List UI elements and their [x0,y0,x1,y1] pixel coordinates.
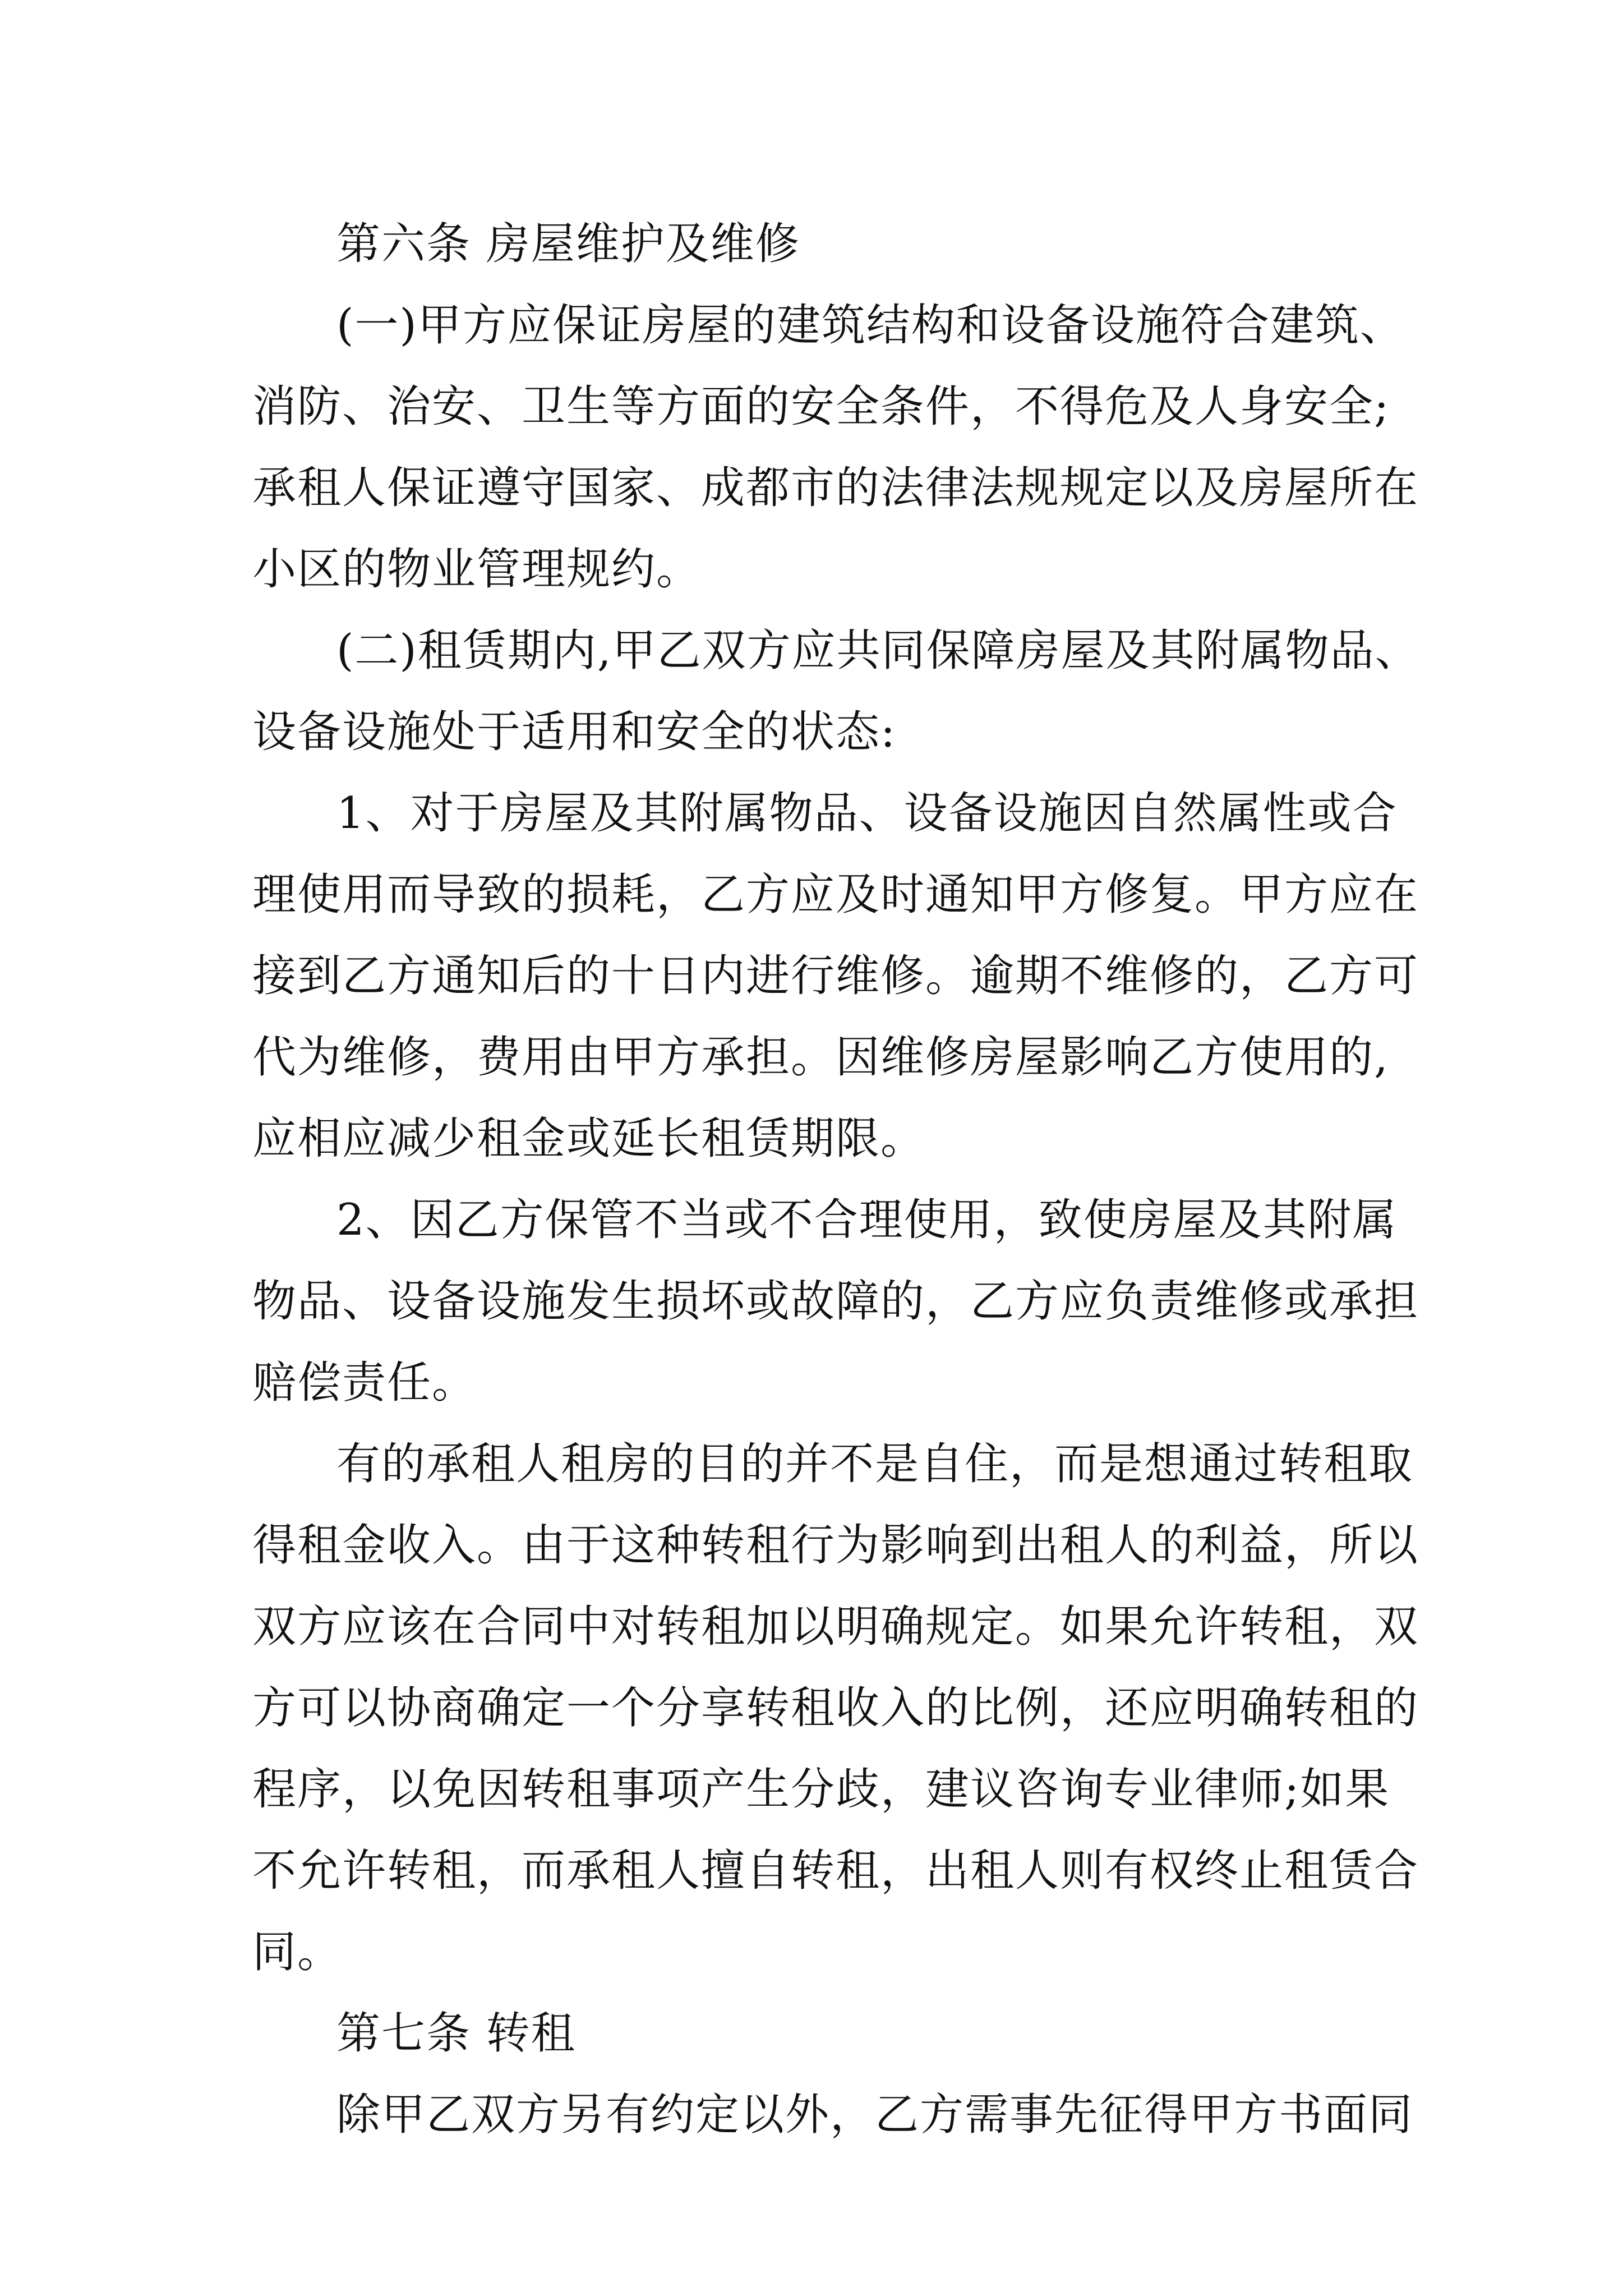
paragraph-line: 物品、设备设施发生损坏或故障的，乙方应负责维修或承担 [252,1276,1419,1327]
paragraph-line: 消防、治安、卫生等方面的安全条件，不得危及人身安全; [252,381,1390,432]
paragraph-line: 赔偿责任。 [252,1358,477,1408]
paragraph-line: 应相应减少租金或延长租赁期限。 [252,1114,926,1164]
paragraph-line: 接到乙方通知后的十日内进行维修。逾期不维修的，乙方可 [252,951,1419,1001]
paragraph-line: 同。 [252,1927,343,1977]
paragraph-line: 得租金收入。由于这种转租行为影响到出租人的利益，所以 [252,1520,1419,1571]
paragraph-line: 方可以协商确定一个分享转租收入的比例，还应明确转租的 [252,1683,1419,1733]
paragraph-line: (二)租赁期内,甲乙双方应共同保障房屋及其附属物品、 [336,625,1420,676]
paragraph-line: 理使用而导致的损耗，乙方应及时通知甲方修复。甲方应在 [252,869,1419,920]
paragraph-line: 有的承租人租房的目的并不是自住，而是想通过转租取 [336,1439,1414,1489]
paragraph-line: 小区的物业管理规约。 [252,544,702,595]
paragraph-line: 代为维修，费用由甲方承担。因维修房屋影响乙方使用的, [252,1032,1389,1083]
paragraph-line: 不允许转租，而承租人擅自转租，出租人则有权终止租赁合 [252,1846,1419,1896]
paragraph-line: (一)甲方应保证房屋的建筑结构和设备设施符合建筑、 [336,300,1405,351]
paragraph-line: 除甲乙双方另有约定以外，乙方需事先征得甲方书面同 [336,2090,1414,2140]
paragraph-line: 双方应该在合同中对转租加以明确规定。如果允许转租，双 [252,1602,1419,1652]
article-heading: 第七条 转租 [336,2008,576,2059]
paragraph-line: 设备设施处于适用和安全的状态: [252,707,897,757]
paragraph-line: 2、因乙方保管不当或不合理使用，致使房屋及其附属 [336,1195,1398,1245]
paragraph-line: 承租人保证遵守国家、成都市的法律法规规定以及房屋所在 [252,463,1419,513]
article-heading: 第六条 房屋维护及维修 [336,219,800,269]
paragraph-line: 程序，以免因转租事项产生分歧，建议咨询专业律师;如果 [252,1764,1390,1815]
paragraph-line: 1、对于房屋及其附属物品、设备设施因自然属性或合 [336,788,1398,839]
